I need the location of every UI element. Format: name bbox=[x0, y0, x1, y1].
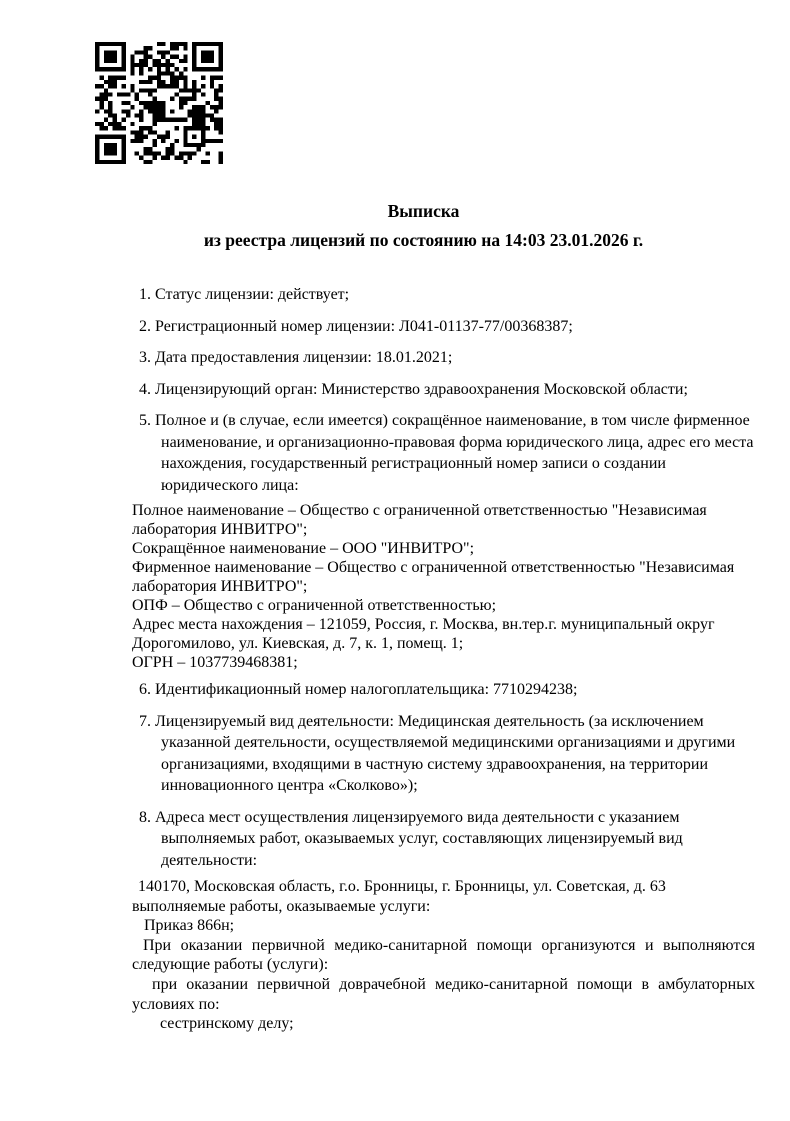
clause-organization-name: 5. Полное и (в случае, если имеется) сокращённое наименование, в том числе фирменное наименование, и организационно-правовая форма юридического лица, адрес его места нахождения, государственный регистрационный номер записи о создании юридического лица: bbox=[139, 412, 754, 494]
activity-address: 140170, Московская область, г.о. Бронницы, г. Бронницы, ул. Советская, д. 63 bbox=[138, 878, 666, 895]
activity-nursing: сестринскому делу; bbox=[160, 1015, 294, 1033]
org-legal-form: ОПФ – Общество с ограниченной ответственностью; bbox=[132, 597, 497, 614]
org-address: Адрес места нахождения – 121059, Россия, г. Москва, вн.тер.г. муниципальный округ Дорогомилово, ул. Киевская, д. 7, к. 1, помещ. 1; bbox=[132, 616, 715, 652]
document-subtitle: из реестра лицензий по состоянию на 14:03 23.01.2026 г. bbox=[203, 230, 644, 250]
activity-works-label: выполняемые работы, оказываемые услуги: bbox=[132, 897, 431, 915]
clause-list bbox=[132, 284, 755, 1034]
clause-licensing-authority: 4. Лицензирующий орган: Министерство здравоохранения Московской области; bbox=[139, 380, 688, 398]
organization-details bbox=[132, 501, 755, 672]
org-short-name: Сокращённое наименование – ООО "ИНВИТРО"; bbox=[132, 540, 475, 557]
clause-activity-addresses: 8. Адреса мест осуществления лицензируемого вида деятельности с указанием выполняемых работ, оказываемых услуг, составляющих лицензируемый вид деятельности: bbox=[139, 808, 683, 869]
document-title: Выписка bbox=[387, 201, 460, 221]
clause-grant-date: 3. Дата предоставления лицензии: 18.01.2021; bbox=[139, 349, 453, 366]
clause-activity-type: 7. Лицензируемый вид деятельности: Медицинская деятельность (за исключением указанной деятельности, осуществляемой медицинскими организациями и другими организациями, входящими в частную систему здравоохранения, на территории инновационного центра «Сколково»); bbox=[139, 712, 736, 794]
clause-license-status: 1. Статус лицензии: действует; bbox=[139, 286, 350, 303]
activity-place-details bbox=[132, 877, 755, 1034]
org-brand-name: Фирменное наименование – Общество с ограниченной ответственностью "Независимая лаборатория ИНВИТРО"; bbox=[132, 559, 735, 595]
activity-order: Приказ 866н; bbox=[144, 917, 235, 935]
clause-registration-number: 2. Регистрационный номер лицензии: Л041-01137-77/00368387; bbox=[139, 317, 573, 335]
org-ogrn: ОГРН – 1037739468381; bbox=[132, 654, 298, 671]
clause-taxpayer-number: 6. Идентификационный номер налогоплательщика: 7710294238; bbox=[139, 681, 578, 698]
activity-pre-medical: при оказании первичной доврачебной медико-санитарной помощи в амбулаторных условиях по: bbox=[132, 975, 755, 1013]
org-full-name: Полное наименование – Общество с ограниченной ответственностью "Независимая лаборатория ИНВИТРО"; bbox=[132, 502, 707, 538]
activity-primary-care: При оказании первичной медико-санитарной помощи организуются и выполняются следующие работы (услуги): bbox=[132, 936, 755, 974]
